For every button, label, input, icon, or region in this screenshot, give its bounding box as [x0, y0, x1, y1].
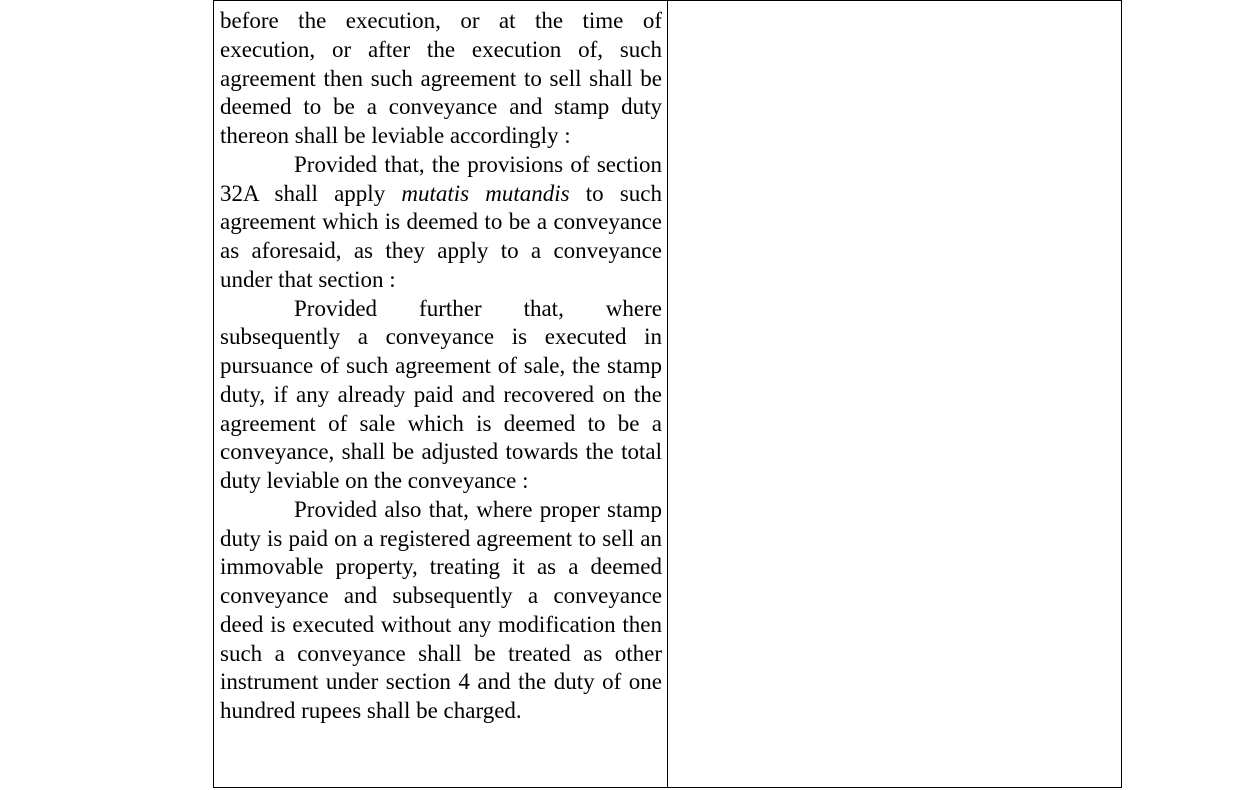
- paragraph-intro: [220, 7, 662, 151]
- paragraph-text: Provided that, the provisions of section 32A shall apply: [220, 151, 662, 206]
- document-table: [213, 0, 1122, 788]
- paragraph-text: to such agreement which is deemed to be a conveyance as aforesaid, as they apply to a conveyance under that section :: [220, 180, 662, 292]
- paragraph-proviso-further: [220, 295, 662, 496]
- italic-phrase: mutatis mutandis: [401, 180, 570, 206]
- paragraph-text: Provided further that, where subsequently a conveyance is executed in pursuance of such agreement of sale, the stamp duty, if any already paid and recovered on the agreement of sale which is deemed to be a conveyance, shall be adjusted towards the total duty leviable on the conveyance :: [220, 295, 662, 493]
- empty-column: [668, 1, 1121, 787]
- paragraph-proviso-first: [220, 151, 662, 295]
- text-column: [214, 1, 668, 787]
- paragraph-proviso-also: [220, 496, 662, 726]
- paragraph-text: before the execution, or at the time of execution, or after the execution of, such agreement then such agreement to sell shall be deemed to be a conveyance and stamp duty thereon shall be leviable accordingly :: [220, 8, 662, 148]
- paragraph-text: Provided also that, where proper stamp duty is paid on a registered agreement to sell an immovable property, treating it as a deemed conveyance and subsequently a conveyance deed is executed without any modification then such a conveyance shall be treated as other instrument under section 4 and the duty of one hundred rupees shall be charged.: [220, 496, 662, 723]
